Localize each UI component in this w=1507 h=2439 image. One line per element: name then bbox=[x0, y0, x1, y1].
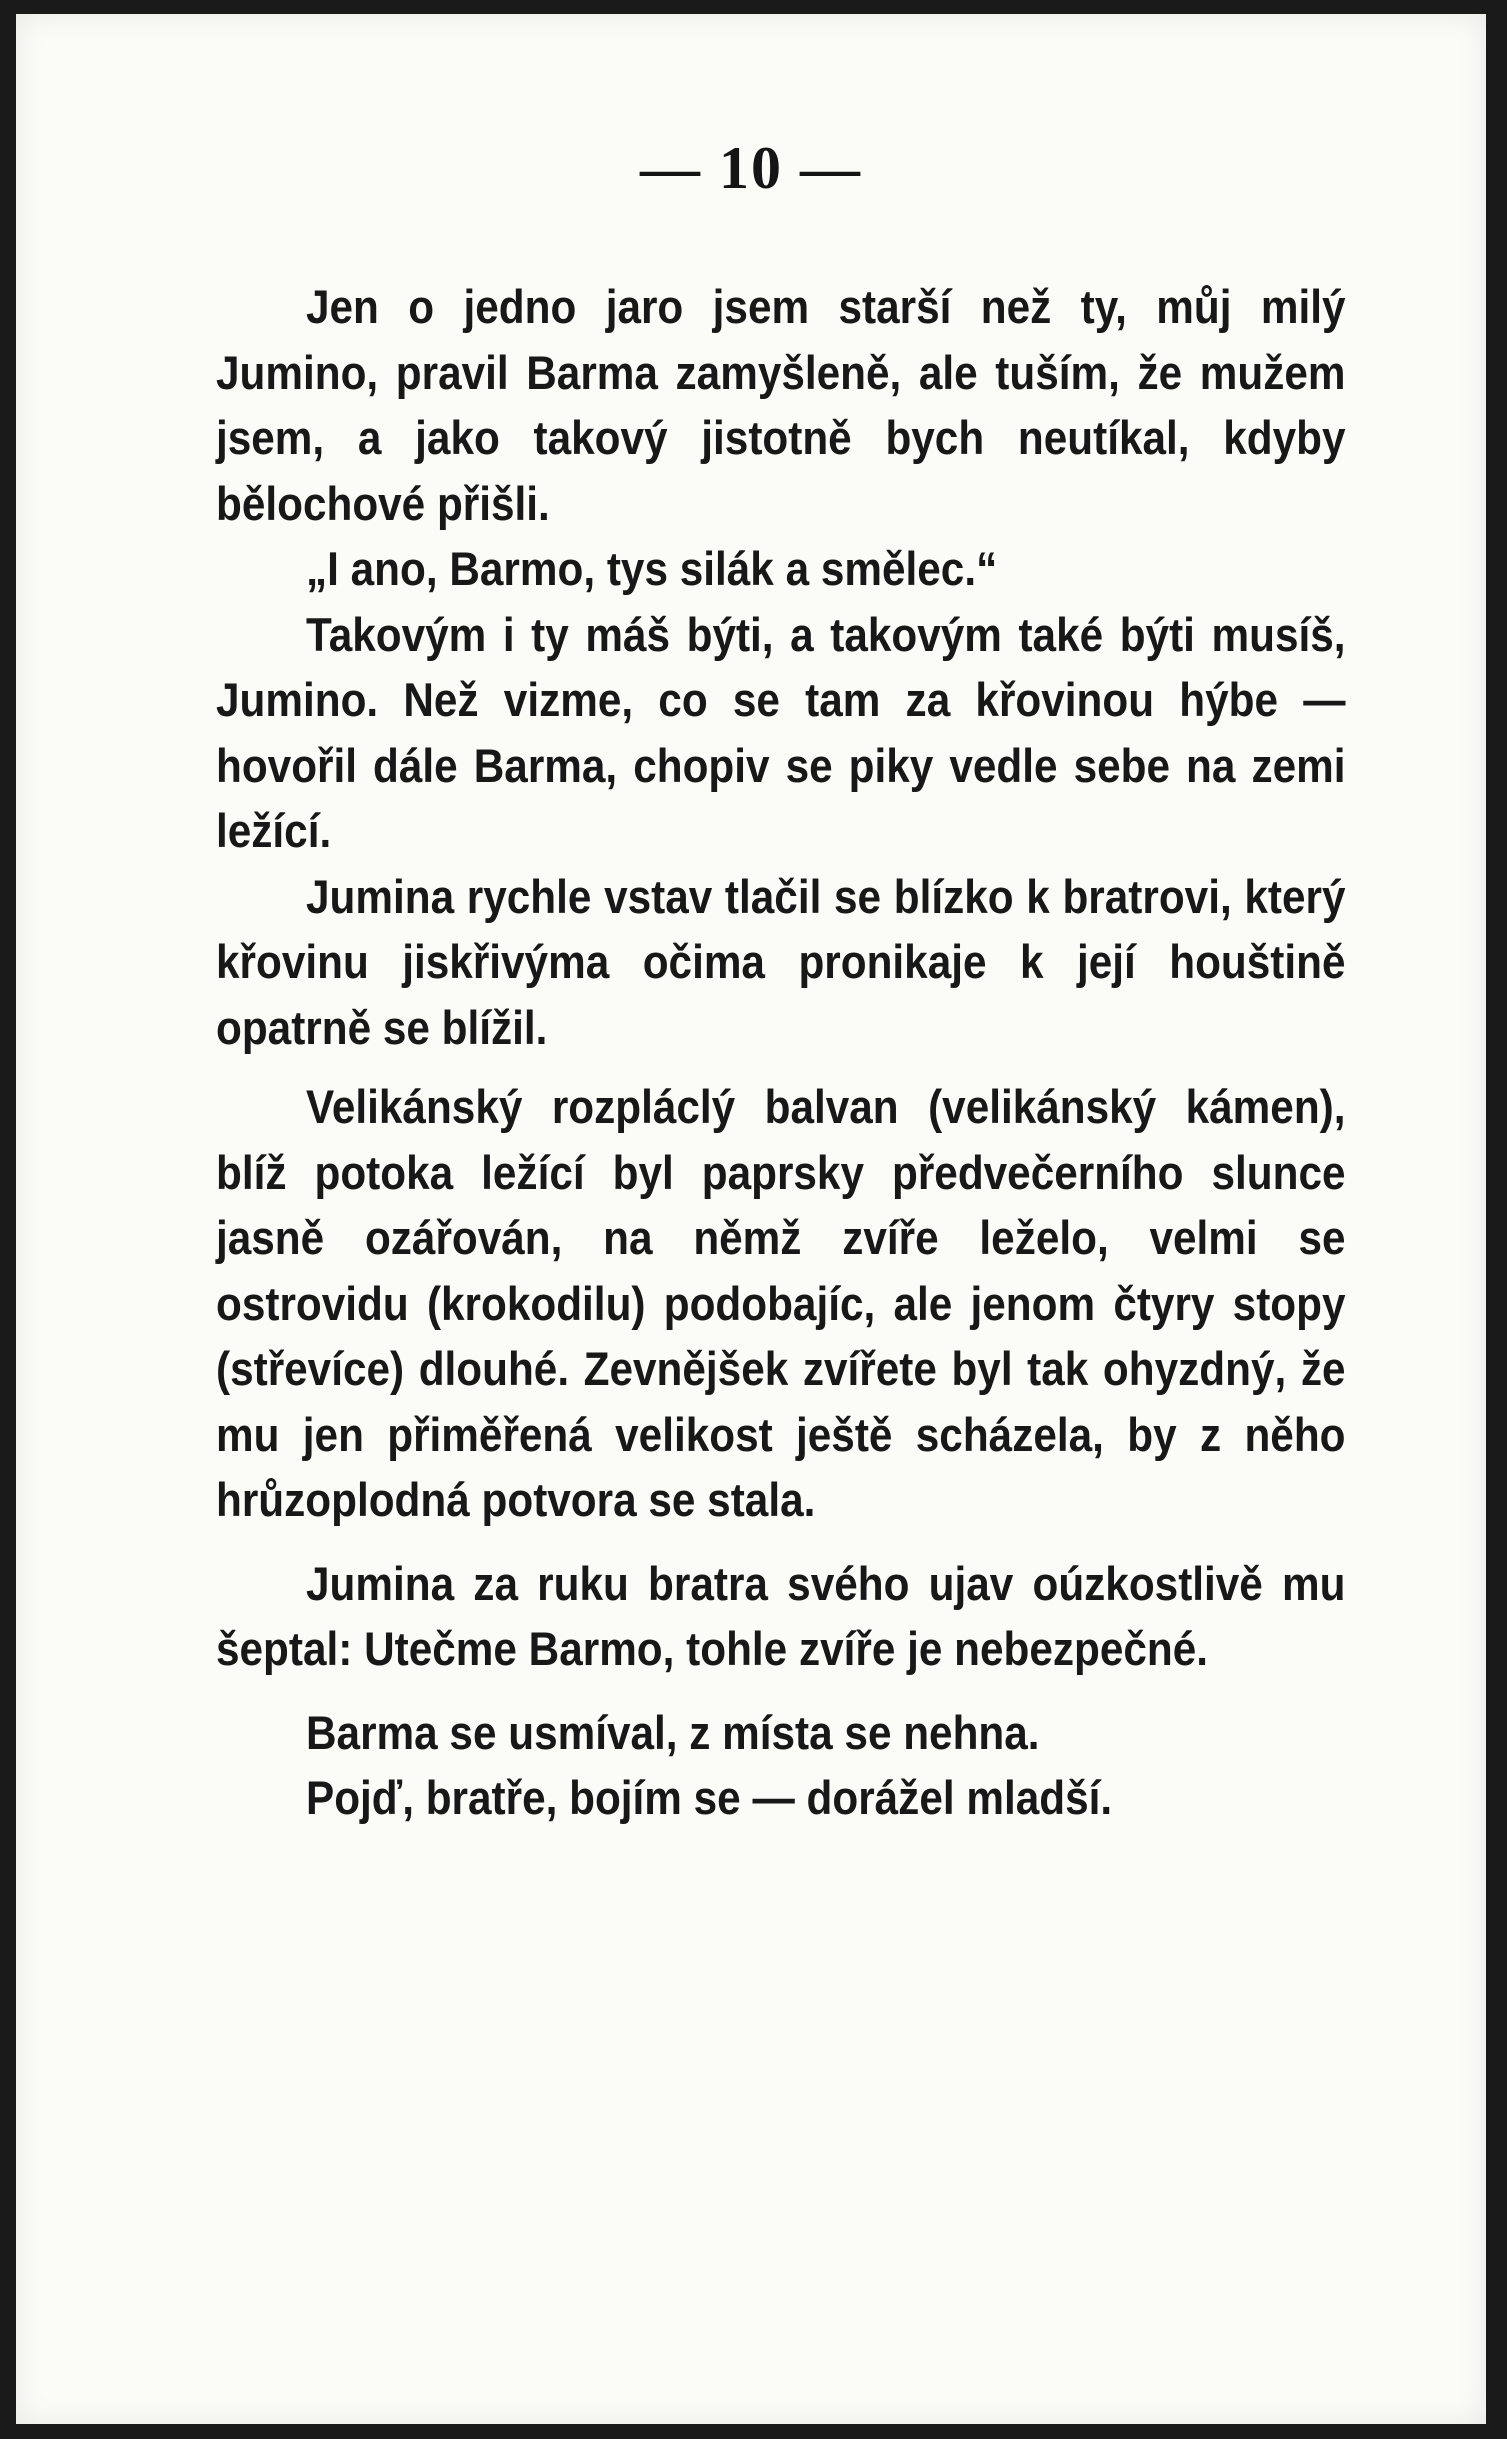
paragraph-6: Jumina za ruku bratra svého ujav oúzkostlivě mu šeptal: Utečme Barmo, tohle zvíře je nebezpečné. bbox=[216, 1556, 1346, 1675]
paragraph-5: Velikánský rozpláclý balvan (velikánský kámen), blíž potoka ležící byl paprsky předvečerního slunce jasně ozářován, na němž zvíře leželo, velmi se ostrovidu (krokodilu) podobajíc, ale jenom čtyry stopy (střevíce) dlouhé. Zevnějšek zvířete byl tak ohyzdný, že mu jen přiměřená velikost ještě scházela, by z něho hrůzoplodná potvora se stala. bbox=[216, 1080, 1346, 1526]
body-text bbox=[216, 274, 1346, 1831]
book-page bbox=[16, 14, 1486, 2424]
paragraph-2: „I ano, Barmo, tys silák a smělec.“ bbox=[306, 542, 998, 595]
paragraph-8: Pojď, bratře, bojím se — dorážel mladší. bbox=[306, 1771, 1113, 1824]
page-number: — 10 — bbox=[640, 135, 862, 201]
paragraph-1: Jen o jedno jaro jsem starší než ty, můj milý Jumino, pravil Barma zamyšleně, ale tuším, že mužem jsem, a jako takový jistotně bych neutíkal, kdyby bělochové přišli. bbox=[216, 280, 1346, 530]
paragraph-3: Takovým i ty máš býti, a takovým také býti musíš, Jumino. Než vizme, co se tam za křovinou hýbe — hovořil dále Barma, chopiv se piky vedle sebe na zemi ležící. bbox=[216, 607, 1346, 857]
paragraph-7: Barma se usmíval, z místa se nehna. bbox=[306, 1705, 1040, 1759]
paragraph-4: Jumina rychle vstav tlačil se blízko k bratrovi, který křovinu jiskřivýma očima pronikaje k její houštině opatrně se blížil. bbox=[216, 869, 1346, 1054]
